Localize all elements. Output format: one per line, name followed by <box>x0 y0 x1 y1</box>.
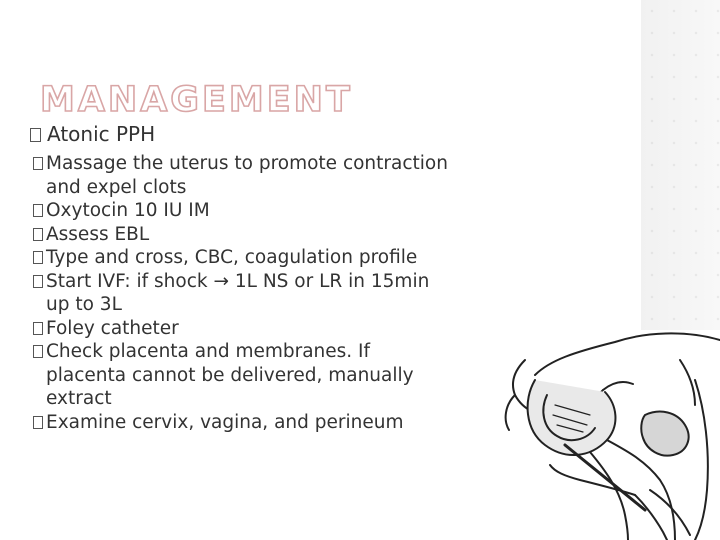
bullet-box-icon <box>30 128 41 142</box>
list-item <box>33 199 530 223</box>
list-item-text-continued: and expel clots <box>46 176 187 198</box>
list-item-text-continued: extract <box>46 388 112 409</box>
list-item-text: Examine cervix, vagina, and perineum <box>46 411 404 433</box>
bullet-box-icon <box>33 322 43 335</box>
list-item-text: Type and cross, CBC, coagulation profile <box>46 247 418 268</box>
bullet-box-icon <box>33 251 43 264</box>
sub-bullet-list <box>30 152 530 434</box>
list-item <box>33 223 530 247</box>
list-item <box>33 246 530 270</box>
list-item <box>33 270 530 317</box>
decorative-side-band <box>641 0 720 330</box>
bullet-box-icon <box>33 416 43 429</box>
slide-title: MANAGEMENT <box>40 80 353 120</box>
bullet-box-icon <box>33 228 43 241</box>
list-item-text: Start IVF: if shock → 1L NS or LR in 15min <box>46 270 430 292</box>
bullet-box-icon <box>33 345 43 358</box>
list-item-text: Foley catheter <box>46 317 179 339</box>
list-item-text-continued: placenta cannot be delivered, manually <box>46 364 414 386</box>
list-item-text: Check placenta and membranes. If <box>46 341 371 362</box>
main-bullet-text: Atonic PPH <box>47 122 156 146</box>
bullet-box-icon <box>33 157 43 170</box>
list-item-text: Oxytocin 10 IU IM <box>46 200 210 221</box>
main-bullet <box>30 122 530 146</box>
list-item <box>33 317 530 341</box>
bullet-box-icon <box>33 204 43 217</box>
bullet-box-icon <box>33 275 43 288</box>
list-item <box>33 411 530 435</box>
bimanual-uterine-massage-illustration <box>495 320 720 540</box>
list-item <box>33 340 530 411</box>
list-item <box>33 152 530 199</box>
list-item-text: Assess EBL <box>46 223 150 245</box>
slide-content <box>30 122 530 434</box>
list-item-text: Massage the uterus to promote contraction <box>46 153 448 174</box>
list-item-text-continued: up to 3L <box>46 294 122 315</box>
